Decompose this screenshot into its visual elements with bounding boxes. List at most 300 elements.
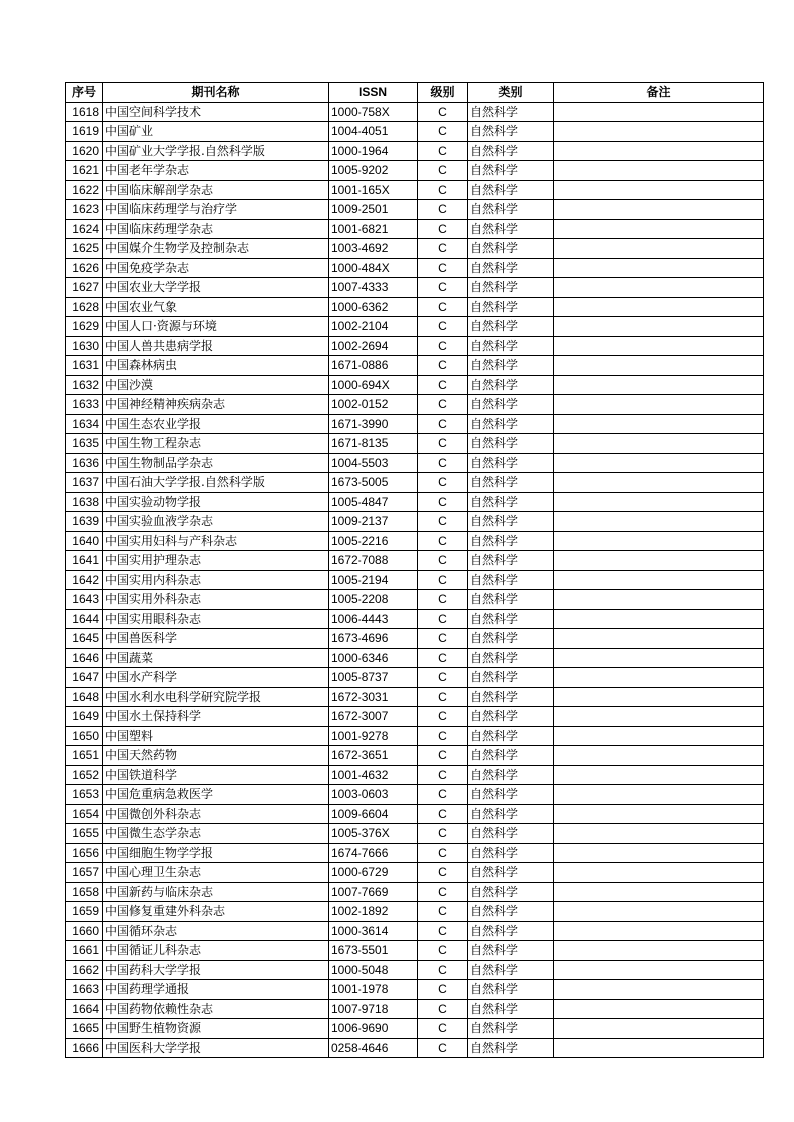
cell-name: 中国生物制品学杂志 (103, 453, 329, 473)
cell-issn: 1009-6604 (329, 804, 418, 824)
cell-num: 1626 (66, 258, 103, 278)
cell-note (554, 278, 764, 298)
cell-level: C (418, 434, 468, 454)
cell-category: 自然科学 (468, 999, 554, 1019)
cell-note (554, 336, 764, 356)
cell-issn: 1006-9690 (329, 1019, 418, 1039)
cell-issn: 1672-3651 (329, 746, 418, 766)
cell-level: C (418, 258, 468, 278)
table-row (66, 453, 764, 473)
cell-num: 1642 (66, 570, 103, 590)
cell-category: 自然科学 (468, 629, 554, 649)
cell-level: C (418, 921, 468, 941)
cell-level: C (418, 765, 468, 785)
table-row (66, 278, 764, 298)
cell-note (554, 473, 764, 493)
cell-num: 1636 (66, 453, 103, 473)
cell-level: C (418, 336, 468, 356)
cell-level: C (418, 609, 468, 629)
cell-note (554, 746, 764, 766)
cell-issn: 1673-5501 (329, 941, 418, 961)
table-row (66, 785, 764, 805)
cell-category: 自然科学 (468, 843, 554, 863)
cell-issn: 1005-2194 (329, 570, 418, 590)
cell-note (554, 824, 764, 844)
cell-issn: 1002-1892 (329, 902, 418, 922)
cell-issn: 1000-6346 (329, 648, 418, 668)
cell-name: 中国药科大学学报 (103, 960, 329, 980)
table-row (66, 980, 764, 1000)
cell-num: 1656 (66, 843, 103, 863)
cell-name: 中国临床药理学杂志 (103, 219, 329, 239)
cell-name: 中国人口·资源与环境 (103, 317, 329, 337)
cell-name: 中国实用内科杂志 (103, 570, 329, 590)
cell-level: C (418, 960, 468, 980)
table-row (66, 921, 764, 941)
cell-name: 中国实用护理杂志 (103, 551, 329, 571)
cell-num: 1634 (66, 414, 103, 434)
cell-issn: 1005-9202 (329, 161, 418, 181)
cell-level: C (418, 102, 468, 122)
cell-category: 自然科学 (468, 746, 554, 766)
table-row (66, 239, 764, 259)
cell-name: 中国实验动物学报 (103, 492, 329, 512)
cell-note (554, 1019, 764, 1039)
header-level: 级别 (418, 83, 468, 103)
cell-name: 中国野生植物资源 (103, 1019, 329, 1039)
cell-category: 自然科学 (468, 258, 554, 278)
header-category: 类别 (468, 83, 554, 103)
cell-num: 1647 (66, 668, 103, 688)
cell-level: C (418, 395, 468, 415)
cell-issn: 1003-4692 (329, 239, 418, 259)
cell-note (554, 102, 764, 122)
table-row (66, 473, 764, 493)
cell-category: 自然科学 (468, 668, 554, 688)
cell-category: 自然科学 (468, 473, 554, 493)
cell-note (554, 687, 764, 707)
table-row (66, 687, 764, 707)
cell-name: 中国实用眼科杂志 (103, 609, 329, 629)
cell-note (554, 317, 764, 337)
cell-issn: 1000-6729 (329, 863, 418, 883)
cell-level: C (418, 746, 468, 766)
cell-num: 1653 (66, 785, 103, 805)
cell-note (554, 960, 764, 980)
cell-name: 中国蔬菜 (103, 648, 329, 668)
cell-issn: 1671-0886 (329, 356, 418, 376)
cell-num: 1661 (66, 941, 103, 961)
cell-level: C (418, 824, 468, 844)
cell-issn: 0258-4646 (329, 1038, 418, 1058)
cell-num: 1657 (66, 863, 103, 883)
cell-num: 1640 (66, 531, 103, 551)
cell-level: C (418, 785, 468, 805)
cell-level: C (418, 356, 468, 376)
table-row (66, 590, 764, 610)
cell-num: 1639 (66, 512, 103, 532)
cell-category: 自然科学 (468, 882, 554, 902)
table-row (66, 726, 764, 746)
cell-note (554, 161, 764, 181)
cell-level: C (418, 863, 468, 883)
cell-category: 自然科学 (468, 941, 554, 961)
table-row (66, 746, 764, 766)
cell-level: C (418, 492, 468, 512)
cell-category: 自然科学 (468, 785, 554, 805)
cell-num: 1662 (66, 960, 103, 980)
cell-category: 自然科学 (468, 863, 554, 883)
cell-category: 自然科学 (468, 1038, 554, 1058)
cell-category: 自然科学 (468, 180, 554, 200)
cell-level: C (418, 161, 468, 181)
cell-num: 1629 (66, 317, 103, 337)
cell-num: 1618 (66, 102, 103, 122)
cell-name: 中国兽医科学 (103, 629, 329, 649)
cell-issn: 1001-1978 (329, 980, 418, 1000)
cell-category: 自然科学 (468, 336, 554, 356)
cell-category: 自然科学 (468, 102, 554, 122)
cell-note (554, 921, 764, 941)
table-row (66, 395, 764, 415)
table-row (66, 960, 764, 980)
cell-num: 1627 (66, 278, 103, 298)
cell-category: 自然科学 (468, 980, 554, 1000)
cell-note (554, 356, 764, 376)
table-row (66, 941, 764, 961)
cell-category: 自然科学 (468, 570, 554, 590)
table-row (66, 180, 764, 200)
cell-note (554, 902, 764, 922)
cell-note (554, 239, 764, 259)
cell-name: 中国神经精神疾病杂志 (103, 395, 329, 415)
cell-level: C (418, 648, 468, 668)
header-num: 序号 (66, 83, 103, 103)
header-issn: ISSN (329, 83, 418, 103)
cell-name: 中国心理卫生杂志 (103, 863, 329, 883)
cell-issn: 1000-5048 (329, 960, 418, 980)
cell-num: 1666 (66, 1038, 103, 1058)
cell-level: C (418, 980, 468, 1000)
cell-category: 自然科学 (468, 492, 554, 512)
cell-level: C (418, 512, 468, 532)
table-body (66, 102, 764, 1058)
cell-num: 1621 (66, 161, 103, 181)
cell-level: C (418, 1019, 468, 1039)
cell-issn: 1672-3007 (329, 707, 418, 727)
cell-note (554, 882, 764, 902)
cell-num: 1649 (66, 707, 103, 727)
table-row (66, 1019, 764, 1039)
table-row (66, 609, 764, 629)
cell-name: 中国生态农业学报 (103, 414, 329, 434)
cell-category: 自然科学 (468, 902, 554, 922)
table-row (66, 765, 764, 785)
cell-num: 1655 (66, 824, 103, 844)
cell-issn: 1672-3031 (329, 687, 418, 707)
cell-num: 1663 (66, 980, 103, 1000)
cell-name: 中国循环杂志 (103, 921, 329, 941)
cell-level: C (418, 141, 468, 161)
cell-issn: 1007-9718 (329, 999, 418, 1019)
cell-level: C (418, 473, 468, 493)
cell-level: C (418, 1038, 468, 1058)
cell-note (554, 434, 764, 454)
cell-category: 自然科学 (468, 551, 554, 571)
table-row (66, 531, 764, 551)
table-row (66, 375, 764, 395)
table-row (66, 258, 764, 278)
cell-note (554, 668, 764, 688)
cell-note (554, 219, 764, 239)
cell-level: C (418, 453, 468, 473)
cell-level: C (418, 219, 468, 239)
cell-issn: 1006-4443 (329, 609, 418, 629)
cell-note (554, 258, 764, 278)
table-row (66, 1038, 764, 1058)
cell-note (554, 648, 764, 668)
cell-issn: 1000-758X (329, 102, 418, 122)
cell-note (554, 863, 764, 883)
cell-num: 1650 (66, 726, 103, 746)
cell-issn: 1672-7088 (329, 551, 418, 571)
table-row (66, 551, 764, 571)
cell-note (554, 453, 764, 473)
cell-num: 1646 (66, 648, 103, 668)
cell-category: 自然科学 (468, 200, 554, 220)
cell-note (554, 297, 764, 317)
cell-name: 中国修复重建外科杂志 (103, 902, 329, 922)
cell-level: C (418, 843, 468, 863)
table-row (66, 648, 764, 668)
cell-name: 中国细胞生物学学报 (103, 843, 329, 863)
cell-issn: 1002-0152 (329, 395, 418, 415)
table-row (66, 317, 764, 337)
cell-name: 中国免疫学杂志 (103, 258, 329, 278)
cell-category: 自然科学 (468, 453, 554, 473)
cell-issn: 1007-4333 (329, 278, 418, 298)
table-row (66, 492, 764, 512)
cell-category: 自然科学 (468, 297, 554, 317)
cell-category: 自然科学 (468, 219, 554, 239)
cell-name: 中国人兽共患病学报 (103, 336, 329, 356)
cell-category: 自然科学 (468, 395, 554, 415)
cell-issn: 1000-6362 (329, 297, 418, 317)
cell-name: 中国药物依赖性杂志 (103, 999, 329, 1019)
cell-category: 自然科学 (468, 648, 554, 668)
cell-level: C (418, 297, 468, 317)
cell-name: 中国空间科学技术 (103, 102, 329, 122)
cell-issn: 1007-7669 (329, 882, 418, 902)
cell-note (554, 609, 764, 629)
cell-category: 自然科学 (468, 512, 554, 532)
table-row (66, 668, 764, 688)
cell-category: 自然科学 (468, 161, 554, 181)
table-row (66, 629, 764, 649)
cell-issn: 1000-484X (329, 258, 418, 278)
cell-num: 1658 (66, 882, 103, 902)
cell-issn: 1005-2208 (329, 590, 418, 610)
cell-issn: 1009-2137 (329, 512, 418, 532)
cell-issn: 1004-5503 (329, 453, 418, 473)
cell-note (554, 492, 764, 512)
table-row (66, 804, 764, 824)
cell-note (554, 726, 764, 746)
cell-level: C (418, 707, 468, 727)
cell-issn: 1673-4696 (329, 629, 418, 649)
cell-category: 自然科学 (468, 531, 554, 551)
cell-category: 自然科学 (468, 239, 554, 259)
cell-level: C (418, 531, 468, 551)
cell-issn: 1002-2104 (329, 317, 418, 337)
cell-category: 自然科学 (468, 765, 554, 785)
cell-num: 1625 (66, 239, 103, 259)
cell-category: 自然科学 (468, 609, 554, 629)
cell-note (554, 590, 764, 610)
table-row (66, 902, 764, 922)
cell-category: 自然科学 (468, 414, 554, 434)
cell-note (554, 395, 764, 415)
cell-name: 中国沙漠 (103, 375, 329, 395)
cell-num: 1659 (66, 902, 103, 922)
cell-note (554, 531, 764, 551)
cell-num: 1648 (66, 687, 103, 707)
cell-name: 中国临床解剖学杂志 (103, 180, 329, 200)
cell-name: 中国媒介生物学及控制杂志 (103, 239, 329, 259)
cell-name: 中国塑料 (103, 726, 329, 746)
cell-name: 中国老年学杂志 (103, 161, 329, 181)
cell-level: C (418, 200, 468, 220)
table-row (66, 707, 764, 727)
cell-num: 1619 (66, 122, 103, 142)
header-name: 期刊名称 (103, 83, 329, 103)
journal-table (65, 82, 764, 1058)
table-row (66, 200, 764, 220)
cell-issn: 1003-0603 (329, 785, 418, 805)
cell-name: 中国临床药理学与治疗学 (103, 200, 329, 220)
cell-issn: 1001-9278 (329, 726, 418, 746)
cell-name: 中国水土保持科学 (103, 707, 329, 727)
table-row (66, 336, 764, 356)
cell-level: C (418, 999, 468, 1019)
cell-note (554, 180, 764, 200)
table-row (66, 434, 764, 454)
cell-level: C (418, 629, 468, 649)
cell-num: 1637 (66, 473, 103, 493)
table-row (66, 999, 764, 1019)
cell-name: 中国微创外科杂志 (103, 804, 329, 824)
cell-name: 中国铁道科学 (103, 765, 329, 785)
table-row (66, 122, 764, 142)
cell-note (554, 512, 764, 532)
cell-num: 1633 (66, 395, 103, 415)
cell-name: 中国循证儿科杂志 (103, 941, 329, 961)
cell-note (554, 804, 764, 824)
cell-note (554, 375, 764, 395)
cell-note (554, 1038, 764, 1058)
table-row (66, 863, 764, 883)
cell-num: 1620 (66, 141, 103, 161)
cell-category: 自然科学 (468, 434, 554, 454)
cell-name: 中国天然药物 (103, 746, 329, 766)
cell-category: 自然科学 (468, 141, 554, 161)
cell-num: 1622 (66, 180, 103, 200)
cell-name: 中国水利水电科学研究院学报 (103, 687, 329, 707)
cell-name: 中国微生态学杂志 (103, 824, 329, 844)
cell-name: 中国实验血液学杂志 (103, 512, 329, 532)
cell-num: 1641 (66, 551, 103, 571)
cell-name: 中国水产科学 (103, 668, 329, 688)
cell-num: 1645 (66, 629, 103, 649)
cell-num: 1664 (66, 999, 103, 1019)
cell-level: C (418, 902, 468, 922)
cell-category: 自然科学 (468, 921, 554, 941)
table-row (66, 356, 764, 376)
cell-category: 自然科学 (468, 726, 554, 746)
cell-num: 1652 (66, 765, 103, 785)
cell-issn: 1005-8737 (329, 668, 418, 688)
cell-category: 自然科学 (468, 804, 554, 824)
cell-num: 1638 (66, 492, 103, 512)
cell-issn: 1671-3990 (329, 414, 418, 434)
cell-note (554, 414, 764, 434)
cell-category: 自然科学 (468, 590, 554, 610)
cell-issn: 1001-4632 (329, 765, 418, 785)
cell-num: 1660 (66, 921, 103, 941)
cell-name: 中国农业大学学报 (103, 278, 329, 298)
cell-note (554, 570, 764, 590)
cell-note (554, 999, 764, 1019)
cell-name: 中国森林病虫 (103, 356, 329, 376)
cell-name: 中国矿业 (103, 122, 329, 142)
cell-name: 中国医科大学学报 (103, 1038, 329, 1058)
cell-level: C (418, 668, 468, 688)
cell-issn: 1005-4847 (329, 492, 418, 512)
cell-issn: 1000-694X (329, 375, 418, 395)
table-row (66, 882, 764, 902)
cell-category: 自然科学 (468, 278, 554, 298)
cell-note (554, 765, 764, 785)
cell-note (554, 843, 764, 863)
cell-num: 1624 (66, 219, 103, 239)
cell-level: C (418, 122, 468, 142)
cell-issn: 1004-4051 (329, 122, 418, 142)
cell-category: 自然科学 (468, 122, 554, 142)
cell-num: 1632 (66, 375, 103, 395)
cell-issn: 1674-7666 (329, 843, 418, 863)
cell-num: 1628 (66, 297, 103, 317)
table-row (66, 297, 764, 317)
cell-level: C (418, 239, 468, 259)
cell-note (554, 629, 764, 649)
cell-name: 中国实用外科杂志 (103, 590, 329, 610)
cell-name: 中国生物工程杂志 (103, 434, 329, 454)
cell-note (554, 980, 764, 1000)
cell-level: C (418, 278, 468, 298)
cell-issn: 1001-165X (329, 180, 418, 200)
cell-category: 自然科学 (468, 317, 554, 337)
cell-level: C (418, 570, 468, 590)
cell-name: 中国新药与临床杂志 (103, 882, 329, 902)
cell-name: 中国危重病急救医学 (103, 785, 329, 805)
cell-num: 1654 (66, 804, 103, 824)
table-row (66, 219, 764, 239)
table-row (66, 512, 764, 532)
cell-num: 1651 (66, 746, 103, 766)
cell-issn: 1005-2216 (329, 531, 418, 551)
cell-level: C (418, 726, 468, 746)
cell-level: C (418, 551, 468, 571)
